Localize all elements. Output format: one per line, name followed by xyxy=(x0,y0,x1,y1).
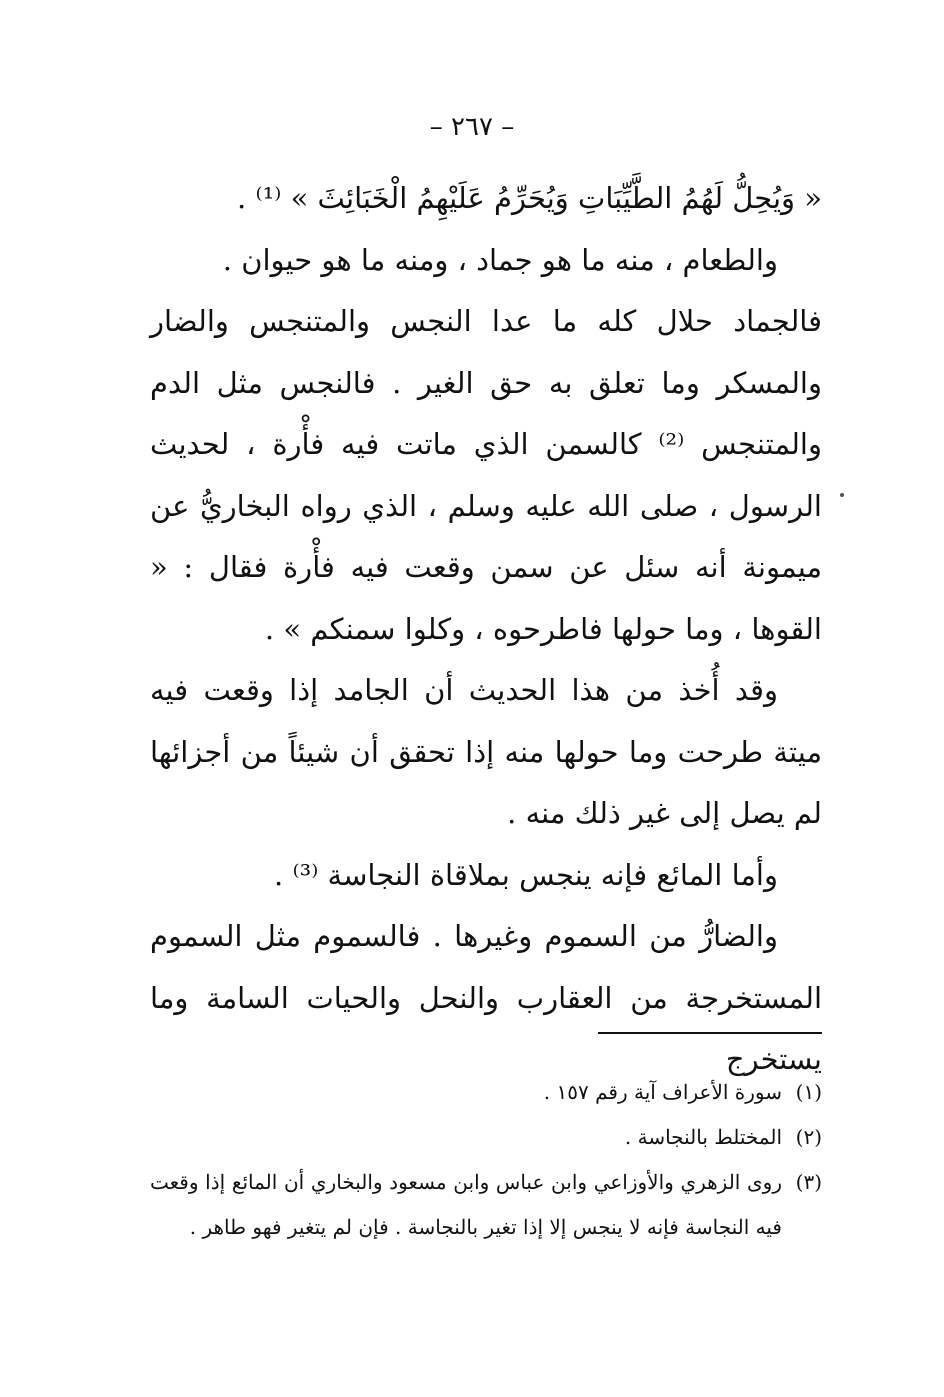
footnote-number: (١) xyxy=(795,1080,822,1104)
paragraph: وأما المائع فإنه ينجس بملاقاة النجاسة ⁽³⁾ . xyxy=(274,857,778,892)
main-text xyxy=(150,168,822,1091)
footnote-text: سورة الأعراف آية رقم ١٥٧ . xyxy=(543,1080,782,1104)
paragraph: والضارُّ من السموم وغيرها . فالسموم مثل السموم المستخرجة من العقارب والنحل والحيات السامة وما يستخرج xyxy=(150,919,822,1076)
footnote-number: (٣) xyxy=(795,1170,822,1194)
footnote xyxy=(150,1115,822,1160)
footnote-number: (٢) xyxy=(795,1125,822,1149)
footnotes xyxy=(150,1070,822,1250)
verse-line: « وَيُحِلُّ لَهُمُ الطَّيِّبَاتِ وَيُحَرِّمُ عَلَيْهِمُ الْخَبَائِثَ » ⁽¹⁾ . xyxy=(237,181,822,215)
footnote-text: المختلط بالنجاسة . xyxy=(624,1125,782,1149)
paragraph: والطعام ، منه ما هو جماد ، ومنه ما هو حيوان . xyxy=(222,242,778,277)
footnote xyxy=(150,1160,822,1250)
page-number: – ٢٦٧ – xyxy=(429,112,515,142)
paragraph: فالجماد حلال كله ما عدا النجس والمتنجس والضار والمسكر وما تعلق به حق الغير . فالنجس مثل الدم والمتنجس ⁽²⁾ كالسمن الذي ماتت فيه فأْرة ، لحديث الرسول ، صلى الله عليه وسلم ، الذي رواه البخاريُّ عن ميمونة أنه سئل عن سمن وقعت فيه فأْرة فقال : « القوها ، وما حولها فاطرحوه ، وكلوا سمنكم » . xyxy=(150,304,822,646)
footnote xyxy=(150,1070,822,1115)
footnote-separator xyxy=(598,1032,822,1034)
paragraph: وقد أُخذ من هذا الحديث أن الجامد إذا وقعت فيه ميتة طرحت وما حولها منه إذا تحقق أن شيئاً من أجزائها لم يصل إلى غير ذلك منه . xyxy=(150,673,822,830)
footnote-text: روى الزهري والأوزاعي وابن عباس وابن مسعود والبخاري أن المائع إذا وقعت فيه النجاسة فإنه لا ينجس إلا إذا تغير بالنجاسة . فإن لم يتغير فهو طاهر . xyxy=(150,1170,782,1239)
margin-dot xyxy=(840,493,844,497)
